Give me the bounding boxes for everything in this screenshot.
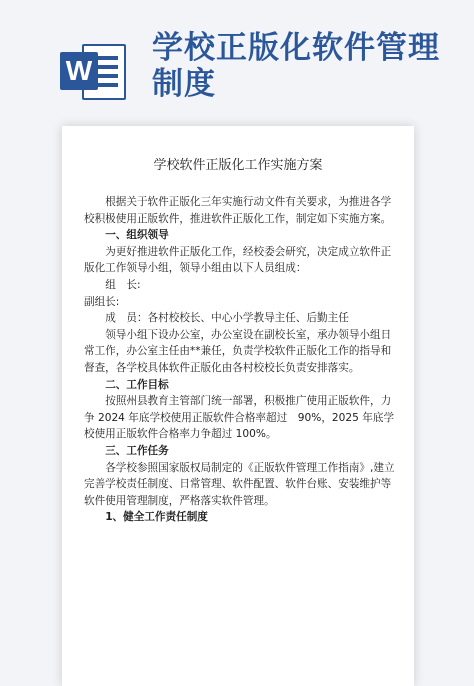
section-heading: 三、工作任务 <box>105 444 169 457</box>
word-document-icon <box>60 40 126 100</box>
section-heading: 二、工作目标 <box>105 378 169 391</box>
document-title: 学校软件正版化工作实施方案 <box>153 158 323 173</box>
word-icon-letter: W <box>60 52 98 90</box>
leader-line: 组 长: <box>105 278 141 291</box>
section-heading: 一、组织领导 <box>105 229 169 242</box>
intro-paragraph: 根据关于软件正版化三年实施行动文件有关要求，为推进各学校积极使用正版软件，推进软件正版化工作，制定如下实施方案。 <box>84 196 392 225</box>
document-banner <box>0 0 474 110</box>
document-page <box>62 126 414 686</box>
paragraph: 按照州县教育主管部门统一部署，积极推广使用正版软件，力争 2024 年底学校使用正版软件合格率超过 90%，2025 年底学校使用正版软件合格率力争超过 100%。 <box>84 395 395 441</box>
paragraph: 领导小组下设办公室，办公室设在副校长室，承办领导小组日常工作，办公室主任由**兼任，负责学校软件正版化工作的指导和督查，各学校具体软件正版化由各村校校长负责安排落实。 <box>84 328 392 374</box>
paragraph: 各学校参照国家版权局制定的《正版软件管理工作指南》,建立完善学校责任制度、日常管理、软件配置、软件台账、安装维护等软件使用管理制度，严格落实软件管理。 <box>84 461 395 507</box>
subsection-heading: 1、健全工作责任制度 <box>105 511 208 524</box>
deputy-leader-line: 副组长: <box>84 295 120 308</box>
banner-title: 学校正版化软件管理制度 <box>152 30 440 102</box>
document-body <box>84 194 396 526</box>
paragraph: 为更好推进软件正版化工作，经校委会研究，决定成立软件正版化工作领导小组，领导小组由以下人员组成： <box>84 245 392 275</box>
members-line: 成 员：各村校校长、中心小学教导主任、后勤主任 <box>105 312 349 325</box>
